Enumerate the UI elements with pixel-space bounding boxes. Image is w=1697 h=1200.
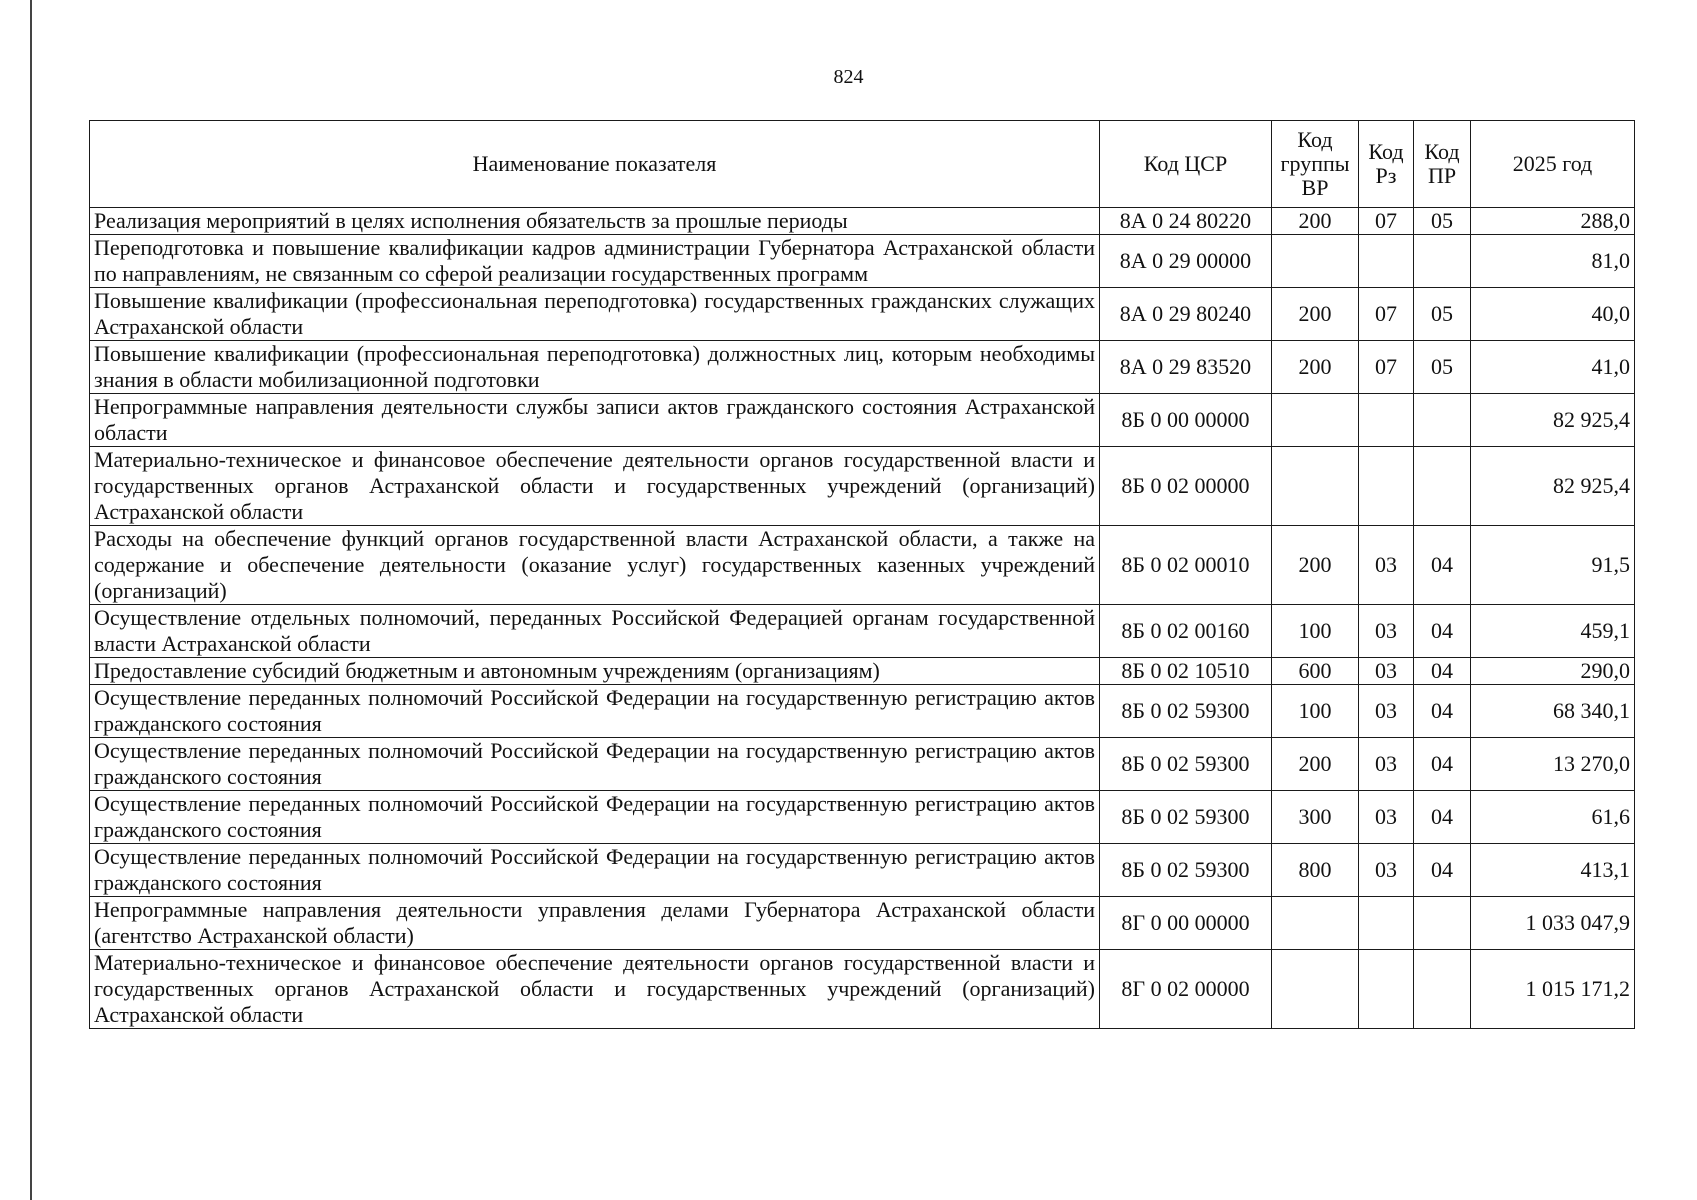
row-rz: 07 (1359, 288, 1414, 341)
row-vr (1272, 394, 1359, 447)
row-rz (1359, 897, 1414, 950)
row-pr: 05 (1414, 288, 1471, 341)
row-sum: 41,0 (1471, 341, 1635, 394)
row-name: Повышение квалификации (профессиональная переподготовка) должностных лиц, которым необходимы знания в области мобилизационной подготовки (90, 341, 1100, 394)
header-csr: Код ЦСР (1100, 121, 1272, 208)
row-rz: 07 (1359, 208, 1414, 235)
table-row (90, 950, 1635, 1029)
row-sum: 68 340,1 (1471, 685, 1635, 738)
row-pr: 04 (1414, 658, 1471, 685)
row-name: Осуществление отдельных полномочий, переданных Российской Федерацией органам государственной власти Астраханской области (90, 605, 1100, 658)
row-csr: 8Б 0 02 00000 (1100, 447, 1272, 526)
table-row (90, 605, 1635, 658)
row-rz: 03 (1359, 685, 1414, 738)
row-sum: 413,1 (1471, 844, 1635, 897)
row-name: Непрограммные направления деятельности управления делами Губернатора Астраханской области (агентство Астраханской области) (90, 897, 1100, 950)
row-csr: 8Б 0 02 59300 (1100, 844, 1272, 897)
row-vr: 100 (1272, 605, 1359, 658)
row-name: Осуществление переданных полномочий Российской Федерации на государственную регистрацию актов гражданского состояния (90, 844, 1100, 897)
row-sum: 82 925,4 (1471, 447, 1635, 526)
row-vr: 200 (1272, 341, 1359, 394)
row-rz: 03 (1359, 526, 1414, 605)
row-pr: 04 (1414, 791, 1471, 844)
row-vr: 800 (1272, 844, 1359, 897)
row-sum: 1 015 171,2 (1471, 950, 1635, 1029)
row-rz: 07 (1359, 341, 1414, 394)
header-pr: Код ПР (1414, 121, 1471, 208)
row-pr: 04 (1414, 685, 1471, 738)
row-rz: 03 (1359, 844, 1414, 897)
row-vr (1272, 447, 1359, 526)
row-vr: 100 (1272, 685, 1359, 738)
table-row (90, 341, 1635, 394)
row-pr: 04 (1414, 844, 1471, 897)
row-sum: 288,0 (1471, 208, 1635, 235)
row-name: Реализация мероприятий в целях исполнения обязательств за прошлые периоды (90, 208, 1100, 235)
row-name: Осуществление переданных полномочий Российской Федерации на государственную регистрацию актов гражданского состояния (90, 738, 1100, 791)
left-margin-line (30, 0, 32, 1200)
row-pr (1414, 897, 1471, 950)
row-vr (1272, 897, 1359, 950)
row-sum: 81,0 (1471, 235, 1635, 288)
row-csr: 8А 0 29 00000 (1100, 235, 1272, 288)
row-pr (1414, 447, 1471, 526)
row-csr: 8Б 0 02 59300 (1100, 791, 1272, 844)
row-sum: 61,6 (1471, 791, 1635, 844)
row-sum: 40,0 (1471, 288, 1635, 341)
row-pr: 05 (1414, 208, 1471, 235)
row-vr (1272, 235, 1359, 288)
row-rz: 03 (1359, 605, 1414, 658)
row-csr: 8А 0 24 80220 (1100, 208, 1272, 235)
budget-table (89, 120, 1635, 1029)
row-pr: 05 (1414, 341, 1471, 394)
row-name: Переподготовка и повышение квалификации кадров администрации Губернатора Астраханской области по направлениям, не связанным со сферой реализации государственных программ (90, 235, 1100, 288)
table-row (90, 658, 1635, 685)
table-row (90, 447, 1635, 526)
row-rz: 03 (1359, 738, 1414, 791)
header-sum: 2025 год (1471, 121, 1635, 208)
row-csr: 8Б 0 02 10510 (1100, 658, 1272, 685)
row-pr (1414, 950, 1471, 1029)
table-row (90, 897, 1635, 950)
row-pr: 04 (1414, 526, 1471, 605)
page-number: 824 (833, 66, 864, 88)
row-vr: 200 (1272, 288, 1359, 341)
table-row (90, 288, 1635, 341)
row-csr: 8Б 0 02 00010 (1100, 526, 1272, 605)
row-vr: 200 (1272, 526, 1359, 605)
row-pr (1414, 394, 1471, 447)
row-csr: 8Б 0 00 00000 (1100, 394, 1272, 447)
row-csr: 8Б 0 02 59300 (1100, 685, 1272, 738)
row-name: Расходы на обеспечение функций органов государственной власти Астраханской области, а также на содержание и обеспечение деятельности (оказание услуг) государственных казенных учреждений (организаций) (90, 526, 1100, 605)
table-row (90, 394, 1635, 447)
row-vr: 600 (1272, 658, 1359, 685)
table-row (90, 208, 1635, 235)
table-header-row (90, 121, 1635, 208)
table-row (90, 685, 1635, 738)
row-csr: 8Б 0 02 59300 (1100, 738, 1272, 791)
row-vr: 200 (1272, 208, 1359, 235)
table-row (90, 526, 1635, 605)
row-rz (1359, 235, 1414, 288)
row-csr: 8Б 0 02 00160 (1100, 605, 1272, 658)
row-rz: 03 (1359, 658, 1414, 685)
table-row (90, 791, 1635, 844)
row-name: Повышение квалификации (профессиональная переподготовка) государственных гражданских служащих Астраханской области (90, 288, 1100, 341)
table-row (90, 844, 1635, 897)
row-name: Предоставление субсидий бюджетным и автономным учреждениям (организациям) (90, 658, 1100, 685)
row-name: Материально-техническое и финансовое обеспечение деятельности органов государственной власти и государственных органов Астраханской области и государственных учреждений (организаций) Астраханской области (90, 950, 1100, 1029)
row-name: Осуществление переданных полномочий Российской Федерации на государственную регистрацию актов гражданского состояния (90, 685, 1100, 738)
row-pr: 04 (1414, 738, 1471, 791)
row-sum: 290,0 (1471, 658, 1635, 685)
row-pr: 04 (1414, 605, 1471, 658)
row-rz (1359, 394, 1414, 447)
header-vr: Код группы ВР (1272, 121, 1359, 208)
row-pr (1414, 235, 1471, 288)
table-row (90, 738, 1635, 791)
row-rz: 03 (1359, 791, 1414, 844)
row-csr: 8Г 0 00 00000 (1100, 897, 1272, 950)
row-rz (1359, 950, 1414, 1029)
row-sum: 13 270,0 (1471, 738, 1635, 791)
row-csr: 8А 0 29 80240 (1100, 288, 1272, 341)
row-vr: 300 (1272, 791, 1359, 844)
row-rz (1359, 447, 1414, 526)
row-sum: 1 033 047,9 (1471, 897, 1635, 950)
row-vr (1272, 950, 1359, 1029)
row-name: Осуществление переданных полномочий Российской Федерации на государственную регистрацию актов гражданского состояния (90, 791, 1100, 844)
row-sum: 82 925,4 (1471, 394, 1635, 447)
row-vr: 200 (1272, 738, 1359, 791)
row-sum: 91,5 (1471, 526, 1635, 605)
row-name: Материально-техническое и финансовое обеспечение деятельности органов государственной власти и государственных органов Астраханской области и государственных учреждений (организаций) Астраханской области (90, 447, 1100, 526)
row-sum: 459,1 (1471, 605, 1635, 658)
row-csr: 8А 0 29 83520 (1100, 341, 1272, 394)
header-rz: Код Рз (1359, 121, 1414, 208)
row-name: Непрограммные направления деятельности службы записи актов гражданского состояния Астраханской области (90, 394, 1100, 447)
table-row (90, 235, 1635, 288)
header-name: Наименование показателя (90, 121, 1100, 208)
row-csr: 8Г 0 02 00000 (1100, 950, 1272, 1029)
